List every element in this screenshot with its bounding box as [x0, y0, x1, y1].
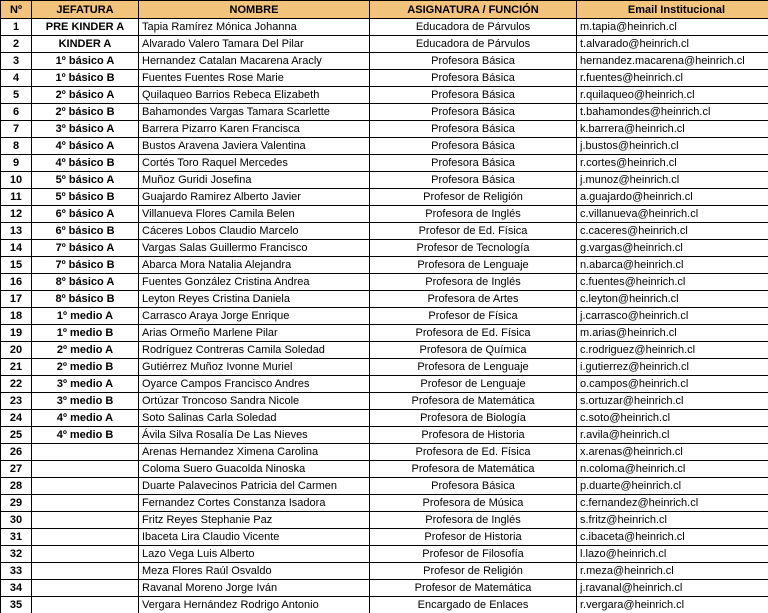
- table-row: [1, 87, 768, 104]
- cell-jefatura[interactable]: 6º básico B: [32, 223, 139, 240]
- cell-no[interactable]: 17: [1, 291, 32, 308]
- cell-jefatura[interactable]: 4º básico A: [32, 138, 139, 155]
- cell-no[interactable]: 4: [1, 70, 32, 87]
- header-no[interactable]: Nº: [1, 1, 32, 19]
- cell-jefatura[interactable]: [32, 597, 139, 613]
- cell-nombre[interactable]: Ávila Silva Rosalía De Las Nieves: [139, 427, 370, 444]
- cell-email[interactable]: s.ortuzar@heinrich.cl: [577, 393, 768, 410]
- cell-jefatura[interactable]: 2º básico B: [32, 104, 139, 121]
- cell-no[interactable]: 23: [1, 393, 32, 410]
- cell-jefatura[interactable]: 3º básico A: [32, 121, 139, 138]
- cell-no[interactable]: 28: [1, 478, 32, 495]
- table-row: [1, 53, 768, 70]
- cell-email[interactable]: c.ibaceta@heinrich.cl: [577, 529, 768, 546]
- cell-nombre[interactable]: Fernandez Cortes Constanza Isadora: [139, 495, 370, 512]
- cell-asignatura[interactable]: Profesor de Filosofía: [370, 546, 577, 563]
- cell-nombre[interactable]: Vargas Salas Guillermo Francisco: [139, 240, 370, 257]
- cell-no[interactable]: 20: [1, 342, 32, 359]
- table-row: [1, 104, 768, 121]
- cell-jefatura[interactable]: 1º medio B: [32, 325, 139, 342]
- cell-asignatura[interactable]: Profesor de Religión: [370, 189, 577, 206]
- table-row: [1, 138, 768, 155]
- cell-email[interactable]: r.cortes@heinrich.cl: [577, 155, 768, 172]
- cell-asignatura[interactable]: Profesor de Ed. Física: [370, 223, 577, 240]
- cell-no[interactable]: 12: [1, 206, 32, 223]
- cell-email[interactable]: c.soto@heinrich.cl: [577, 410, 768, 427]
- cell-no[interactable]: 19: [1, 325, 32, 342]
- cell-email[interactable]: i.gutierrez@heinrich.cl: [577, 359, 768, 376]
- cell-nombre[interactable]: Arenas Hernandez Ximena Carolina: [139, 444, 370, 461]
- cell-asignatura[interactable]: Profesor de Historia: [370, 529, 577, 546]
- table-row: [1, 393, 768, 410]
- cell-asignatura[interactable]: Profesora Básica: [370, 121, 577, 138]
- cell-jefatura[interactable]: 5º básico A: [32, 172, 139, 189]
- cell-nombre[interactable]: Arias Ormeño Marlene Pilar: [139, 325, 370, 342]
- cell-email[interactable]: c.leyton@heinrich.cl: [577, 291, 768, 308]
- cell-email[interactable]: j.munoz@heinrich.cl: [577, 172, 768, 189]
- cell-email[interactable]: r.vergara@heinrich.cl: [577, 597, 768, 613]
- cell-no[interactable]: 3: [1, 53, 32, 70]
- cell-asignatura[interactable]: Profesora de Lenguaje: [370, 257, 577, 274]
- cell-jefatura[interactable]: [32, 495, 139, 512]
- cell-email[interactable]: g.vargas@heinrich.cl: [577, 240, 768, 257]
- cell-jefatura[interactable]: 2º medio A: [32, 342, 139, 359]
- cell-email[interactable]: j.carrasco@heinrich.cl: [577, 308, 768, 325]
- cell-nombre[interactable]: Soto Salinas Carla Soledad: [139, 410, 370, 427]
- cell-no[interactable]: 7: [1, 121, 32, 138]
- cell-email[interactable]: j.bustos@heinrich.cl: [577, 138, 768, 155]
- cell-asignatura[interactable]: Profesora de Inglés: [370, 206, 577, 223]
- cell-no[interactable]: 31: [1, 529, 32, 546]
- cell-nombre[interactable]: Ravanal Moreno Jorge Iván: [139, 580, 370, 597]
- cell-email[interactable]: t.bahamondes@heinrich.cl: [577, 104, 768, 121]
- cell-jefatura[interactable]: [32, 478, 139, 495]
- table-row: [1, 512, 768, 529]
- cell-asignatura[interactable]: Profesora de Matemática: [370, 393, 577, 410]
- cell-jefatura[interactable]: 1º básico B: [32, 70, 139, 87]
- cell-nombre[interactable]: Cortés Toro Raquel Mercedes: [139, 155, 370, 172]
- cell-asignatura[interactable]: Profesor de Matemática: [370, 580, 577, 597]
- cell-asignatura[interactable]: Profesora Básica: [370, 478, 577, 495]
- cell-nombre[interactable]: Cáceres Lobos Claudio Marcelo: [139, 223, 370, 240]
- header-asignatura[interactable]: ASIGNATURA / FUNCIÓN: [370, 1, 577, 19]
- cell-no[interactable]: 9: [1, 155, 32, 172]
- cell-no[interactable]: 18: [1, 308, 32, 325]
- cell-asignatura[interactable]: Profesora Básica: [370, 172, 577, 189]
- table-row: [1, 223, 768, 240]
- cell-jefatura[interactable]: 5º básico B: [32, 189, 139, 206]
- cell-jefatura[interactable]: KINDER A: [32, 36, 139, 53]
- cell-jefatura[interactable]: [32, 461, 139, 478]
- cell-email[interactable]: r.quilaqueo@heinrich.cl: [577, 87, 768, 104]
- cell-no[interactable]: 11: [1, 189, 32, 206]
- cell-jefatura[interactable]: 4º medio A: [32, 410, 139, 427]
- cell-nombre[interactable]: Hernandez Catalan Macarena Aracly: [139, 53, 370, 70]
- table-row: [1, 444, 768, 461]
- cell-asignatura[interactable]: Profesor de Religión: [370, 563, 577, 580]
- cell-jefatura[interactable]: [32, 512, 139, 529]
- cell-no[interactable]: 26: [1, 444, 32, 461]
- cell-jefatura[interactable]: 6º básico A: [32, 206, 139, 223]
- table-row: [1, 291, 768, 308]
- cell-no[interactable]: 34: [1, 580, 32, 597]
- cell-nombre[interactable]: Ortúzar Troncoso Sandra Nicole: [139, 393, 370, 410]
- cell-jefatura[interactable]: 8º básico A: [32, 274, 139, 291]
- cell-email[interactable]: j.ravanal@heinrich.cl: [577, 580, 768, 597]
- table-row: [1, 597, 768, 613]
- table-row: [1, 240, 768, 257]
- header-row: [1, 1, 768, 19]
- cell-no[interactable]: 8: [1, 138, 32, 155]
- cell-asignatura[interactable]: Profesora Básica: [370, 87, 577, 104]
- header-jefatura[interactable]: JEFATURA: [32, 1, 139, 19]
- table-row: [1, 257, 768, 274]
- cell-nombre[interactable]: Tapia Ramírez Mónica Johanna: [139, 19, 370, 36]
- cell-nombre[interactable]: Bahamondes Vargas Tamara Scarlette: [139, 104, 370, 121]
- cell-asignatura[interactable]: Profesora Básica: [370, 53, 577, 70]
- cell-no[interactable]: 32: [1, 546, 32, 563]
- table-row: [1, 461, 768, 478]
- cell-asignatura[interactable]: Profesora Básica: [370, 138, 577, 155]
- cell-no[interactable]: 10: [1, 172, 32, 189]
- cell-asignatura[interactable]: Profesora de Historia: [370, 427, 577, 444]
- cell-email[interactable]: m.arias@heinrich.cl: [577, 325, 768, 342]
- cell-asignatura[interactable]: Profesora de Inglés: [370, 274, 577, 291]
- cell-no[interactable]: 15: [1, 257, 32, 274]
- cell-email[interactable]: c.fernandez@heinrich.cl: [577, 495, 768, 512]
- cell-nombre[interactable]: Fuentes González Cristina Andrea: [139, 274, 370, 291]
- cell-email[interactable]: c.caceres@heinrich.cl: [577, 223, 768, 240]
- cell-jefatura[interactable]: [32, 580, 139, 597]
- cell-nombre[interactable]: Duarte Palavecinos Patricia del Carmen: [139, 478, 370, 495]
- cell-asignatura[interactable]: Profesor de Lenguaje: [370, 376, 577, 393]
- cell-jefatura[interactable]: 2º medio B: [32, 359, 139, 376]
- cell-nombre[interactable]: Abarca Mora Natalia Alejandra: [139, 257, 370, 274]
- table-row: [1, 189, 768, 206]
- cell-nombre[interactable]: Oyarce Campos Francisco Andres: [139, 376, 370, 393]
- table-row: [1, 155, 768, 172]
- cell-email[interactable]: k.barrera@heinrich.cl: [577, 121, 768, 138]
- cell-asignatura[interactable]: Profesora de Artes: [370, 291, 577, 308]
- cell-jefatura[interactable]: 4º básico B: [32, 155, 139, 172]
- cell-jefatura[interactable]: 1º básico A: [32, 53, 139, 70]
- cell-email[interactable]: r.meza@heinrich.cl: [577, 563, 768, 580]
- cell-asignatura[interactable]: Profesora de Química: [370, 342, 577, 359]
- cell-no[interactable]: 5: [1, 87, 32, 104]
- cell-jefatura[interactable]: [32, 546, 139, 563]
- cell-nombre[interactable]: Fritz Reyes Stephanie Paz: [139, 512, 370, 529]
- table-row: [1, 308, 768, 325]
- cell-nombre[interactable]: Coloma Suero Guacolda Ninoska: [139, 461, 370, 478]
- cell-nombre[interactable]: Rodríguez Contreras Camila Soledad: [139, 342, 370, 359]
- cell-asignatura[interactable]: Profesora de Lenguaje: [370, 359, 577, 376]
- cell-email[interactable]: t.alvarado@heinrich.cl: [577, 36, 768, 53]
- cell-jefatura[interactable]: 3º medio A: [32, 376, 139, 393]
- cell-asignatura[interactable]: Educadora de Párvulos: [370, 19, 577, 36]
- cell-asignatura[interactable]: Profesora de Matemática: [370, 461, 577, 478]
- cell-email[interactable]: n.abarca@heinrich.cl: [577, 257, 768, 274]
- cell-email[interactable]: l.lazo@heinrich.cl: [577, 546, 768, 563]
- cell-jefatura[interactable]: 2º básico A: [32, 87, 139, 104]
- table-row: [1, 546, 768, 563]
- cell-email[interactable]: x.arenas@heinrich.cl: [577, 444, 768, 461]
- cell-email[interactable]: a.guajardo@heinrich.cl: [577, 189, 768, 206]
- table-row: [1, 563, 768, 580]
- cell-email[interactable]: c.fuentes@heinrich.cl: [577, 274, 768, 291]
- cell-asignatura[interactable]: Profesor de Tecnología: [370, 240, 577, 257]
- cell-asignatura[interactable]: Profesora Básica: [370, 104, 577, 121]
- cell-nombre[interactable]: Lazo Vega Luis Alberto: [139, 546, 370, 563]
- cell-jefatura[interactable]: 1º medio A: [32, 308, 139, 325]
- cell-no[interactable]: 29: [1, 495, 32, 512]
- cell-jefatura[interactable]: 7º básico B: [32, 257, 139, 274]
- cell-nombre[interactable]: Ibaceta Lira Claudio Vicente: [139, 529, 370, 546]
- table-row: [1, 376, 768, 393]
- table-row: [1, 427, 768, 444]
- table-row: [1, 206, 768, 223]
- cell-no[interactable]: 35: [1, 597, 32, 613]
- cell-asignatura[interactable]: Profesora de Ed. Física: [370, 444, 577, 461]
- cell-asignatura[interactable]: Profesora de Biología: [370, 410, 577, 427]
- cell-nombre[interactable]: Carrasco Araya Jorge Enrique: [139, 308, 370, 325]
- cell-jefatura[interactable]: 7º básico A: [32, 240, 139, 257]
- cell-asignatura[interactable]: Profesora de Inglés: [370, 512, 577, 529]
- cell-nombre[interactable]: Muñoz Guridi Josefina: [139, 172, 370, 189]
- cell-no[interactable]: 21: [1, 359, 32, 376]
- header-nombre[interactable]: NOMBRE: [139, 1, 370, 19]
- cell-nombre[interactable]: Villanueva Flores Camila Belen: [139, 206, 370, 223]
- cell-nombre[interactable]: Barrera Pizarro Karen Francisca: [139, 121, 370, 138]
- table-row: [1, 580, 768, 597]
- cell-nombre[interactable]: Gutiérrez Muñoz Ivonne Muriel: [139, 359, 370, 376]
- table-row: [1, 325, 768, 342]
- cell-no[interactable]: 27: [1, 461, 32, 478]
- cell-email[interactable]: r.avila@heinrich.cl: [577, 427, 768, 444]
- cell-nombre[interactable]: Guajardo Ramirez Alberto Javier: [139, 189, 370, 206]
- cell-email[interactable]: s.fritz@heinrich.cl: [577, 512, 768, 529]
- cell-nombre[interactable]: Meza Flores Raúl Osvaldo: [139, 563, 370, 580]
- cell-no[interactable]: 22: [1, 376, 32, 393]
- cell-no[interactable]: 30: [1, 512, 32, 529]
- cell-asignatura[interactable]: Profesora de Música: [370, 495, 577, 512]
- cell-jefatura[interactable]: 8º básico B: [32, 291, 139, 308]
- cell-asignatura[interactable]: Profesora Básica: [370, 70, 577, 87]
- cell-email[interactable]: m.tapia@heinrich.cl: [577, 19, 768, 36]
- table-row: [1, 529, 768, 546]
- cell-jefatura[interactable]: 3º medio B: [32, 393, 139, 410]
- table-row: [1, 274, 768, 291]
- cell-nombre[interactable]: Vergara Hernández Rodrigo Antonio: [139, 597, 370, 613]
- cell-email[interactable]: hernandez.macarena@heinrich.cl: [577, 53, 768, 70]
- cell-no[interactable]: 25: [1, 427, 32, 444]
- cell-asignatura[interactable]: Profesora de Ed. Física: [370, 325, 577, 342]
- cell-jefatura[interactable]: [32, 444, 139, 461]
- cell-jefatura[interactable]: [32, 529, 139, 546]
- table-row: [1, 172, 768, 189]
- cell-no[interactable]: 33: [1, 563, 32, 580]
- cell-email[interactable]: p.duarte@heinrich.cl: [577, 478, 768, 495]
- table-row: [1, 70, 768, 87]
- table-row: [1, 36, 768, 53]
- cell-no[interactable]: 14: [1, 240, 32, 257]
- cell-no[interactable]: 24: [1, 410, 32, 427]
- cell-email[interactable]: c.rodriguez@heinrich.cl: [577, 342, 768, 359]
- table-row: [1, 121, 768, 138]
- table-row: [1, 495, 768, 512]
- cell-no[interactable]: 1: [1, 19, 32, 36]
- table-row: [1, 359, 768, 376]
- cell-no[interactable]: 2: [1, 36, 32, 53]
- cell-email[interactable]: n.coloma@heinrich.cl: [577, 461, 768, 478]
- cell-asignatura[interactable]: Profesor de Física: [370, 308, 577, 325]
- cell-jefatura[interactable]: [32, 563, 139, 580]
- cell-asignatura[interactable]: Educadora de Párvulos: [370, 36, 577, 53]
- cell-nombre[interactable]: Fuentes Fuentes Rose Marie: [139, 70, 370, 87]
- table-row: [1, 410, 768, 427]
- cell-email[interactable]: c.villanueva@heinrich.cl: [577, 206, 768, 223]
- cell-no[interactable]: 13: [1, 223, 32, 240]
- cell-email[interactable]: r.fuentes@heinrich.cl: [577, 70, 768, 87]
- cell-no[interactable]: 16: [1, 274, 32, 291]
- cell-jefatura[interactable]: 4º medio B: [32, 427, 139, 444]
- cell-no[interactable]: 6: [1, 104, 32, 121]
- cell-nombre[interactable]: Alvarado Valero Tamara Del Pilar: [139, 36, 370, 53]
- table-row: [1, 19, 768, 36]
- cell-nombre[interactable]: Bustos Aravena Javiera Valentina: [139, 138, 370, 155]
- cell-email[interactable]: o.campos@heinrich.cl: [577, 376, 768, 393]
- cell-nombre[interactable]: Leyton Reyes Cristina Daniela: [139, 291, 370, 308]
- cell-nombre[interactable]: Quilaqueo Barrios Rebeca Elizabeth: [139, 87, 370, 104]
- header-email[interactable]: Email Institucional: [577, 1, 768, 19]
- cell-jefatura[interactable]: PRE KINDER A: [32, 19, 139, 36]
- table-row: [1, 342, 768, 359]
- cell-asignatura[interactable]: Encargado de Enlaces: [370, 597, 577, 613]
- cell-asignatura[interactable]: Profesora Básica: [370, 155, 577, 172]
- table-row: [1, 478, 768, 495]
